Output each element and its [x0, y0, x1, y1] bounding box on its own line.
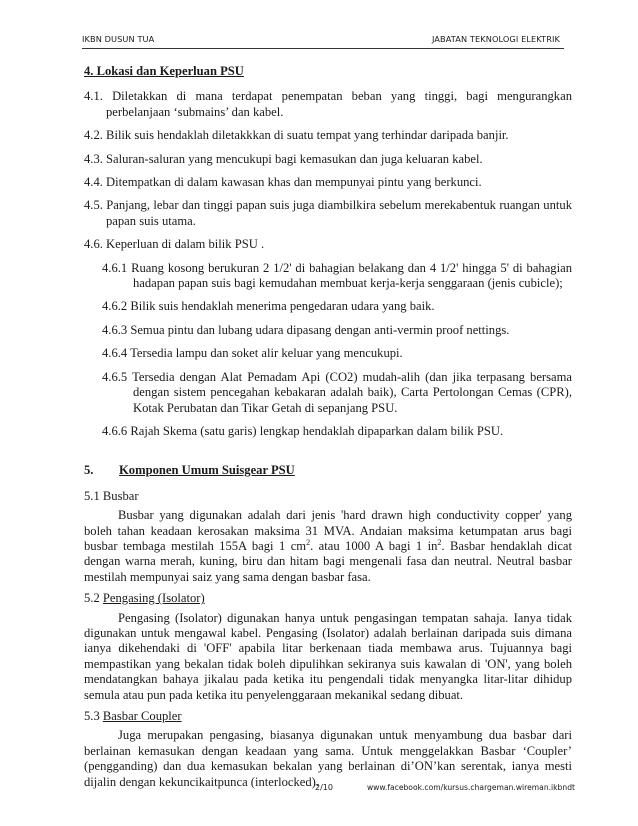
- page-number: 2/10: [315, 783, 333, 792]
- item-4-6-3: 4.6.3 Semua pintu dan lubang udara dipasang dengan anti-vermin proof nettings.: [102, 322, 510, 337]
- header-institution: IKBN DUSUN TUA: [82, 34, 155, 44]
- item-4-1: 4.1. Diletakkan di mana terdapat penempatan beban yang tinggi, bagi mengurangkan perbelanjaan ‘submains’ dan kabel.: [84, 89, 572, 119]
- section-5-number: 5.: [84, 463, 94, 478]
- section-4-title: 4. Lokasi dan Keperluan PSU: [84, 64, 244, 78]
- header-divider: [82, 48, 564, 49]
- item-4-6-6: 4.6.6 Rajah Skema (satu garis) lengkap hendaklah dipaparkan dalam bilik PSU.: [102, 423, 504, 438]
- busbar-paragraph: Busbar yang digunakan adalah dari jenis 'hard drawn high conductivity copper' yang boleh tahan keadaan kerosakan maksima 31 MVA. Andaian maksima ketumpatan arus bagi busbar tembaga mestilah 155A bagi 1 $cm^2$. atau 1000 A bagi 1 $in^2$. Basbar hendaklah dicat dengan warna merah, kuning, biru dan hitam bagi mengenali fasa dan neutral. Neutral basbar mestilah mempunyai saiz yang sama dengan basbar fasa.: [84, 508, 572, 584]
- subsection-5-1-heading: 5.1 Busbar: [84, 488, 139, 503]
- section-5-heading: [84, 463, 572, 478]
- footer-url: www.facebook.com/kursus.chargeman.wireman.ikbndt: [366, 783, 575, 792]
- item-4-3: 4.3. Saluran-saluran yang mencukupi bagi kemasukan dan juga keluaran kabel.: [84, 151, 483, 166]
- item-4-6-1: 4.6.1 Ruang kosong berukuran 2 1/2' di bahagian belakang dan 4 1/2' hingga 5' di bahagian hadapan papan suis bagi kemudahan membuat kerja-kerja senggaraan (jenis cubicle);: [102, 260, 572, 291]
- subsection-5-2-heading: 5.2 Pengasing (Isolator): [84, 591, 205, 606]
- subsection-5-3-heading: 5.3 Basbar Coupler: [84, 709, 182, 723]
- item-4-5: 4.5. Panjang, lebar dan tinggi papan suis juga diambilkira sebelum merekabentuk ruangan untuk papan suis utama.: [84, 198, 572, 228]
- item-4-2: 4.2. Bilik suis hendaklah diletakkkan di suatu tempat yang terhindar daripada banjir.: [84, 128, 509, 143]
- item-4-4: 4.4. Ditempatkan di dalam kawasan khas dan mempunyai pintu yang berkunci.: [84, 175, 482, 190]
- item-4-6-2: 4.6.2 Bilik suis hendaklah menerima pengedaran udara yang baik.: [102, 299, 435, 314]
- item-4-6: 4.6. Keperluan di dalam bilik PSU .: [84, 237, 265, 252]
- item-4-6-4: 4.6.4 Tersedia lampu dan soket alir keluar yang mencukupi.: [102, 346, 403, 361]
- document-body: [84, 64, 572, 796]
- item-4-6-5: 4.6.5 Tersedia dengan Alat Pemadam Api (CO2) mudah-alih (dan jika terpasang bersama dengan sistem pencegahan kebakaran adalah baik), Carta Pertolongan Cemas (CPR), Kotak Perubatan dan Tikar Getah di sepanjang PSU.: [102, 369, 572, 415]
- section-5-title: Komponen Umum Suisgear PSU: [119, 463, 295, 478]
- superscript-2: 2: [306, 537, 311, 547]
- coupler-paragraph: Juga merupakan pengasing, biasanya digunakan untuk menyambung dua basbar dari berlainan kemasukan dengan keadaan yang sama. Untuk menggelakkan Basbar ‘Coupler’ (pengganding) dan dua kemasukan bekalan yang berlainan di’ON’kan serentak, ianya mesti dijalin dengan kekuncikaitpunca (interlocked).: [84, 728, 572, 789]
- superscript-2: 2: [437, 537, 442, 547]
- header-department: JABATAN TEKNOLOGI ELEKTRIK: [431, 34, 560, 44]
- isolator-paragraph: Pengasing (Isolator) digunakan hanya untuk pengasingan tempatan sahaja. Ianya tidak digunakan untuk mengawal kabel. Pengasing (Isolator) adalah berlainan daripada suis dimana ianya dikehendaki di 'OFF' apabila litar berkenaan tiada membawa arus. Tujuannya bagi mempastikan yang bekalan tidak boleh dipulihkan sekiranya suis kawalan di 'ON', yang boleh mendatangkan bahaya jikalau pada ketika itu pengendali tidak menyangka litar-litar dihidup semula atau pun pada ketika itu penyelenggaraan mekanikal sedang dibuat.: [84, 610, 572, 702]
